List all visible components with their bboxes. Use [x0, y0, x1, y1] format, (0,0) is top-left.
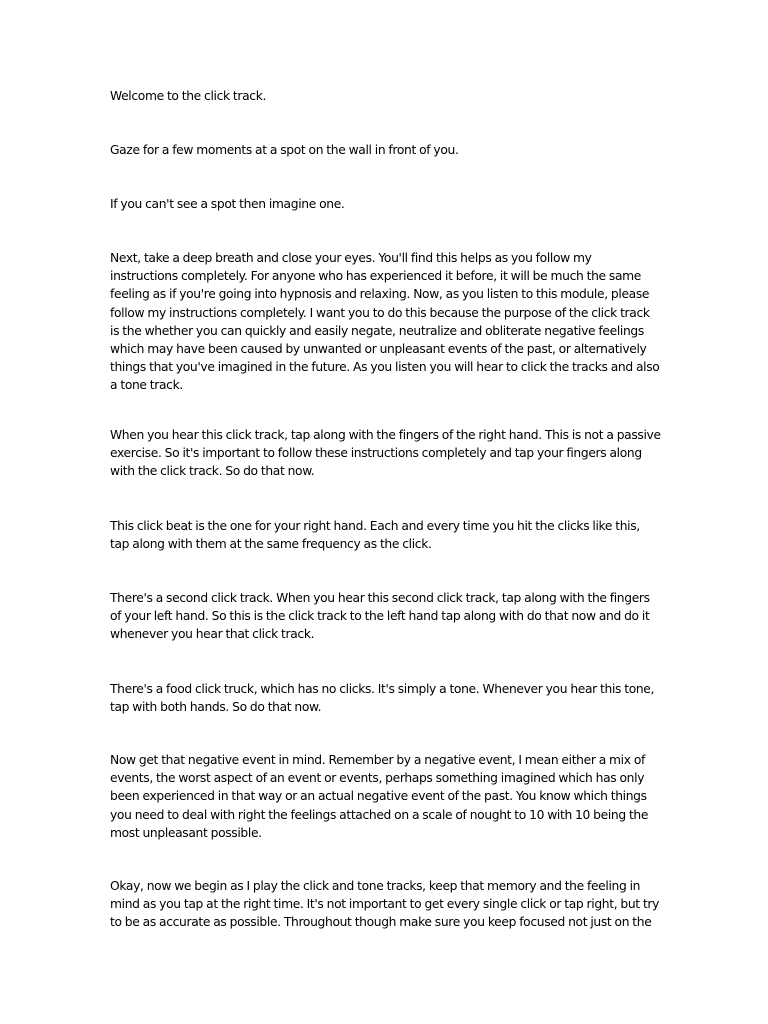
- text-line: This click beat is the one for your right hand. Each and every time you hit the clicks like this,: [110, 519, 640, 533]
- text-line: is the whether you can quickly and easily negate, neutralize and obliterate negative feelings: [110, 323, 644, 338]
- text-line: instructions completely. For anyone who has experienced it before, it will be much the same: [110, 269, 641, 284]
- text-line: There's a food click truck, which has no clicks. It's simply a tone. Whenever you hear this tone,: [110, 682, 655, 696]
- text-line: whenever you hear that click track.: [110, 627, 315, 642]
- text-line: you need to deal with right the feelings attached on a scale of nought to 10 with 10 being the: [110, 807, 649, 822]
- text-line: tap with both hands. So do that now.: [110, 700, 322, 715]
- paragraph-begin: [110, 877, 662, 932]
- paragraph-right-hand-click: [110, 426, 662, 481]
- text-line: been experienced in that way or an actual negative event of the past. You know which things: [110, 789, 647, 804]
- text-line: If you can't see a spot then imagine one.: [110, 197, 345, 211]
- paragraph-welcome: [110, 87, 662, 105]
- text-line: Gaze for a few moments at a spot on the wall in front of you.: [110, 143, 459, 157]
- paragraph-tone-track: [110, 680, 662, 716]
- text-line: to be as accurate as possible. Throughout though make sure you keep focused not just on the: [110, 915, 652, 930]
- text-line: exercise. So it's important to follow these instructions completely and tap your fingers along: [110, 446, 642, 461]
- text-line: tap along with them at the same frequency as the click.: [110, 537, 432, 552]
- text-line: feeling as if you're going into hypnosis and relaxing. Now, as you listen to this module, please: [110, 287, 650, 302]
- text-line: There's a second click track. When you hear this second click track, tap along with the fingers: [110, 591, 650, 605]
- text-line: which may have been caused by unwanted or unpleasant events of the past, or alternatively: [110, 342, 647, 357]
- text-line: things that you've imagined in the future. As you listen you will hear to click the tracks and also: [110, 360, 660, 375]
- paragraph-click-beat: [110, 517, 662, 553]
- paragraph-negative-event: [110, 751, 662, 842]
- text-line: events, the worst aspect of an event or events, perhaps something imagined which has only: [110, 771, 645, 786]
- text-line: a tone track.: [110, 378, 183, 393]
- text-line: mind as you tap at the right time. It's not important to get every single click or tap right, but try: [110, 897, 660, 912]
- paragraph-imagine-spot: [110, 195, 662, 213]
- text-line: Now get that negative event in mind. Remember by a negative event, I mean either a mix of: [110, 753, 645, 767]
- paragraph-deep-breath: [110, 249, 662, 395]
- text-line: follow my instructions completely. I want you to do this because the purpose of the click track: [110, 305, 650, 320]
- paragraph-gaze: [110, 141, 662, 159]
- text-line: Okay, now we begin as I play the click and tone tracks, keep that memory and the feeling in: [110, 879, 641, 893]
- paragraph-second-click-track: [110, 589, 662, 644]
- text-line: Next, take a deep breath and close your eyes. You'll find this helps as you follow my: [110, 251, 592, 265]
- text-line: of your left hand. So this is the click track to the left hand tap along with do that now and do it: [110, 609, 650, 624]
- text-line: Welcome to the click track.: [110, 89, 267, 103]
- text-line: most unpleasant possible.: [110, 825, 262, 840]
- text-line: When you hear this click track, tap along with the fingers of the right hand. This is not a passive: [110, 428, 661, 442]
- text-line: with the click track. So do that now.: [110, 464, 315, 479]
